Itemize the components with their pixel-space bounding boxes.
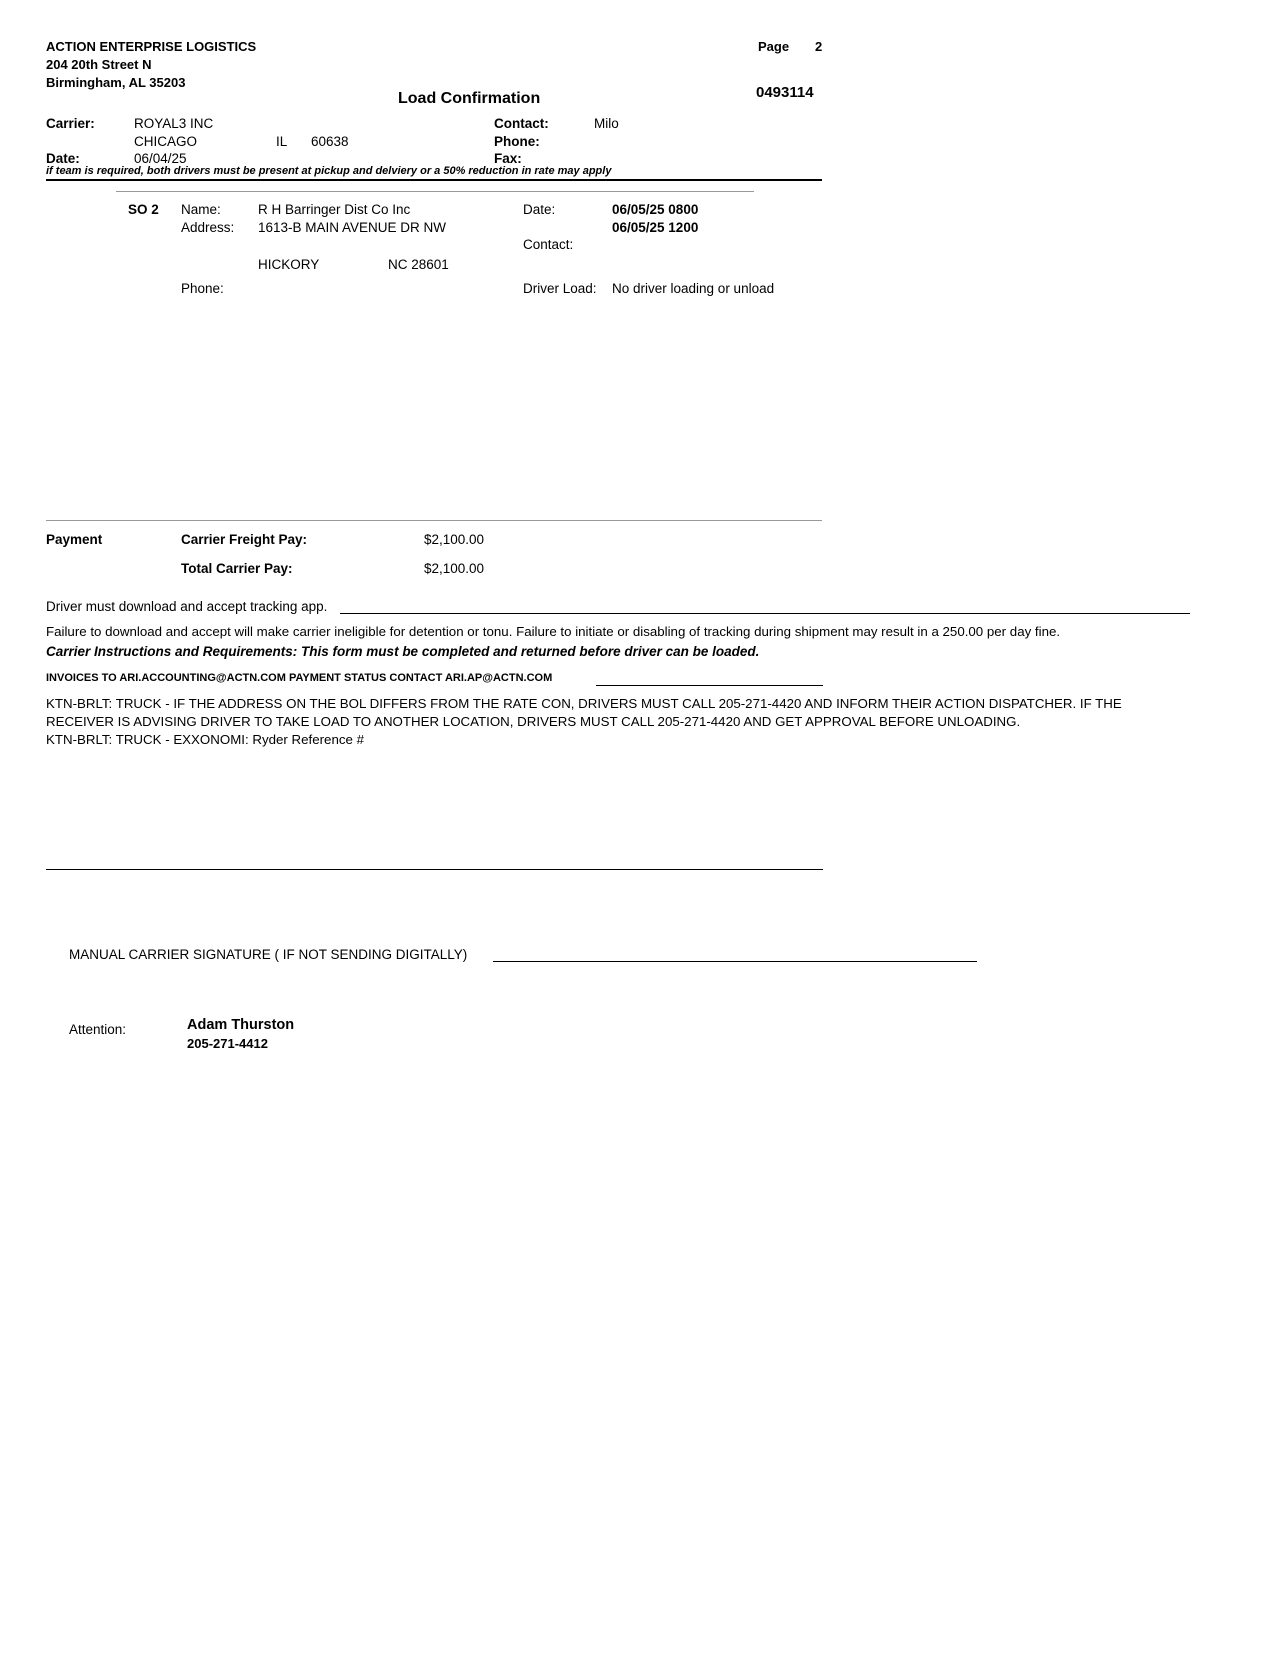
driver-load-value: No driver loading or unload — [612, 281, 775, 296]
stop-code: SO 2 — [128, 202, 159, 217]
driver-load-label: Driver Load: — [523, 281, 597, 296]
carrier-date: 06/04/25 — [134, 151, 187, 166]
invoices-rule — [596, 685, 823, 686]
carrier-zip: 60638 — [311, 134, 349, 149]
stop-address-label: Address: — [181, 220, 235, 235]
fax-label: Fax: — [494, 151, 522, 166]
stop-name: R H Barringer Dist Co Inc — [258, 202, 411, 217]
freight-pay-label: Carrier Freight Pay: — [181, 532, 308, 547]
stop-date-start: 06/05/25 0800 — [612, 202, 699, 217]
attention-name: Adam Thurston — [187, 1017, 295, 1033]
team-notice-rule — [46, 179, 822, 181]
carrier-date-label: Date: — [46, 151, 80, 166]
phone-label: Phone: — [494, 134, 540, 149]
invoices-note: INVOICES TO ARI.ACCOUNTING@ACTN.COM PAYMENT STATUS CONTACT ARI.AP@ACTN.COM — [46, 672, 553, 684]
carrier-state: IL — [276, 134, 288, 149]
signature-line[interactable] — [493, 961, 977, 962]
payment-divider — [46, 520, 822, 521]
document-title: Load Confirmation — [398, 90, 541, 107]
team-notice: if team is required, both drivers must be present at pickup and delviery or a 50% reduction in rate may apply — [46, 165, 612, 177]
total-pay-value: $2,100.00 — [424, 561, 485, 576]
attention-label: Attention: — [69, 1022, 127, 1037]
stop-divider — [116, 191, 754, 192]
company-address-line1: 204 20th Street N — [46, 57, 152, 72]
attention-phone: 205-271-4412 — [187, 1036, 268, 1051]
carrier-label: Carrier: — [46, 116, 95, 131]
stop-phone-label: Phone: — [181, 281, 224, 296]
company-name: ACTION ENTERPRISE LOGISTICS — [46, 39, 257, 54]
page-label: Page — [758, 39, 790, 54]
stop-name-label: Name: — [181, 202, 221, 217]
stop-city: HICKORY — [258, 257, 320, 272]
tracking-rule — [340, 613, 1190, 614]
notes-end-rule — [46, 869, 823, 870]
failure-note: Failure to download and accept will make carrier ineligible for detention or tonu. Failure to initiate or disabling of tracking during shipment may result in a 250.00 per day fine. — [46, 624, 1061, 639]
stop-state-zip: NC 28601 — [388, 257, 449, 272]
payment-label: Payment — [46, 532, 103, 547]
freight-pay-value: $2,100.00 — [424, 532, 485, 547]
stop-address: 1613-B MAIN AVENUE DR NW — [258, 220, 447, 235]
load-number: 0493114 — [756, 84, 814, 101]
signature-label: MANUAL CARRIER SIGNATURE ( IF NOT SENDING DIGITALLY) — [69, 947, 468, 962]
page-number: 2 — [815, 39, 823, 54]
stop-contact-label: Contact: — [523, 237, 574, 252]
tracking-note: Driver must download and accept tracking app. — [46, 599, 328, 614]
ktn-note-line3: KTN-BRLT: TRUCK - EXXONOMI: Ryder Reference # — [46, 732, 364, 747]
contact-value: Milo — [594, 116, 619, 131]
carrier-name: ROYAL3 INC — [134, 116, 214, 131]
total-pay-label: Total Carrier Pay: — [181, 561, 293, 576]
company-address-line2: Birmingham, AL 35203 — [46, 75, 186, 90]
carrier-city: CHICAGO — [134, 134, 198, 149]
ktn-note-line1: KTN-BRLT: TRUCK - IF THE ADDRESS ON THE BOL DIFFERS FROM THE RATE CON, DRIVERS MUST CALL 205-271-4420 AND INFORM THEIR ACTION DISPATCHER. IF THE — [46, 696, 1122, 711]
carrier-instructions: Carrier Instructions and Requirements: This form must be completed and returned before driver can be loaded. — [46, 644, 760, 659]
stop-date-end: 06/05/25 1200 — [612, 220, 699, 235]
contact-label: Contact: — [494, 116, 549, 131]
ktn-note-line2: RECEIVER IS ADVISING DRIVER TO TAKE LOAD TO ANOTHER LOCATION, DRIVERS MUST CALL 205-271-4420 AND GET APPROVAL BEFORE UNLOADING. — [46, 714, 1021, 729]
stop-date-label: Date: — [523, 202, 556, 217]
